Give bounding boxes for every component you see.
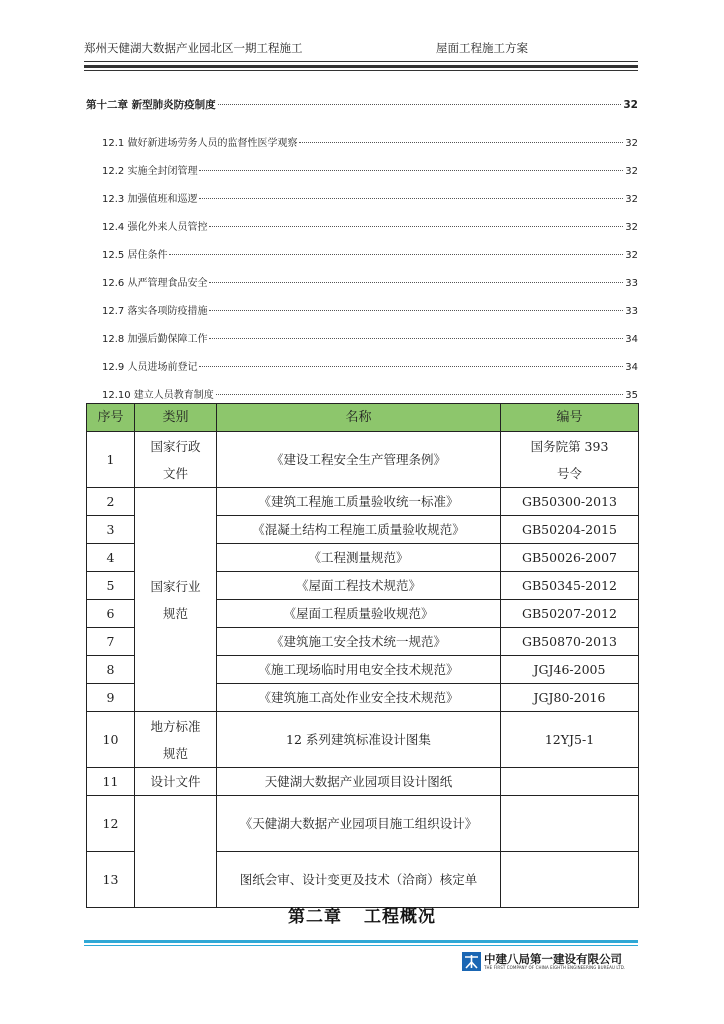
toc-leader-dots [209, 226, 623, 227]
toc-entry[interactable] [102, 246, 638, 261]
cell-category: 国家行业规范 [135, 488, 217, 712]
cell-no: 2 [87, 488, 135, 516]
toc-entry-page: 32 [625, 222, 638, 233]
toc-entry-title: 第十二章 新型肺炎防疫制度 [86, 99, 216, 111]
cell-category: 地方标准规范 [135, 712, 217, 768]
cell-name: 《建筑施工高处作业安全技术规范》 [217, 684, 501, 712]
cell-category-empty [135, 796, 217, 908]
toc-entry-page: 33 [625, 306, 638, 317]
cell-no: 1 [87, 432, 135, 488]
cell-no: 3 [87, 516, 135, 544]
toc-entry-title: 12.7 落实各项防疫措施 [102, 306, 208, 317]
cell-name: 《工程测量规范》 [217, 544, 501, 572]
toc-leader-dots [299, 142, 623, 143]
header-project-title: 郑州天健湖大数据产业园北区一期工程施工 [84, 41, 303, 55]
cell-no: 13 [87, 852, 135, 908]
header-rule [84, 61, 638, 62]
toc-entry[interactable] [102, 358, 638, 373]
toc-entry-title: 12.2 实施全封闭管理 [102, 166, 198, 177]
toc-leader-dots [199, 198, 623, 199]
cell-name: 《建筑施工安全技术统一规范》 [217, 628, 501, 656]
cell-name: 《屋面工程质量验收规范》 [217, 600, 501, 628]
table-header-row [87, 404, 639, 432]
cell-no: 7 [87, 628, 135, 656]
column-header-category: 类别 [135, 404, 217, 432]
cell-category: 国家行政文件 [135, 432, 217, 488]
toc-entry-page: 32 [625, 250, 638, 261]
cell-code: GB50026-2007 [501, 544, 639, 572]
company-name-en: THE FIRST COMPANY OF CHINA EIGHTH ENGINEERING BUREAU LTD. [484, 965, 626, 970]
cell-code: GB50345-2012 [501, 572, 639, 600]
toc-entry-title: 12.5 居住条件 [102, 250, 168, 261]
cell-code [501, 796, 639, 852]
company-name-cn: 中建八局第一建设有限公司 [484, 952, 622, 966]
cell-no: 11 [87, 768, 135, 796]
cell-no: 5 [87, 572, 135, 600]
toc-leader-dots [216, 394, 623, 395]
chapter-heading [0, 902, 724, 927]
toc-leader-dots [209, 310, 623, 311]
table-row [87, 712, 639, 768]
toc-entry-title: 12.4 强化外来人员管控 [102, 222, 208, 233]
cell-code [501, 768, 639, 796]
toc-leader-dots [218, 104, 622, 105]
toc-leader-dots [209, 338, 623, 339]
cell-no: 6 [87, 600, 135, 628]
toc-chapter-entry[interactable] [86, 97, 638, 112]
cell-code: GB50870-2013 [501, 628, 639, 656]
cell-name: 《建筑工程施工质量验收统一标准》 [217, 488, 501, 516]
cell-code: 国务院第 393 号令 [501, 432, 639, 488]
footer-rule-thick [84, 940, 638, 943]
toc-entry-page: 35 [625, 390, 638, 401]
table-row [87, 432, 639, 488]
toc-leader-dots [199, 170, 623, 171]
company-emblem-icon [462, 952, 481, 971]
toc-entry-page: 32 [625, 138, 638, 149]
toc-entry-page: 32 [625, 166, 638, 177]
company-logo [462, 951, 638, 973]
cell-no: 9 [87, 684, 135, 712]
chapter-title: 工程概况 [364, 907, 436, 927]
toc-entry-page: 33 [625, 278, 638, 289]
toc-entry-title: 12.3 加强值班和巡逻 [102, 194, 198, 205]
column-header-no: 序号 [87, 404, 135, 432]
toc-entry[interactable] [102, 302, 638, 317]
cell-no: 4 [87, 544, 135, 572]
cell-name: 图纸会审、设计变更及技术（洽商）核定单 [217, 852, 501, 908]
header-document-title: 屋面工程施工方案 [436, 41, 528, 55]
cell-code: JGJ46-2005 [501, 656, 639, 684]
cell-no: 8 [87, 656, 135, 684]
chapter-number: 第二章 [288, 907, 342, 927]
cell-name: 天健湖大数据产业园项目设计图纸 [217, 768, 501, 796]
toc-entry[interactable] [102, 162, 638, 177]
toc-entry[interactable] [102, 330, 638, 345]
column-header-code: 编号 [501, 404, 639, 432]
cell-code: JGJ80-2016 [501, 684, 639, 712]
cell-name: 12 系列建筑标准设计图集 [217, 712, 501, 768]
toc-entry-title: 12.8 加强后勤保障工作 [102, 334, 208, 345]
toc-entry[interactable] [102, 218, 638, 233]
cell-code: GB50204-2015 [501, 516, 639, 544]
cell-name: 《混凝土结构工程施工质量验收规范》 [217, 516, 501, 544]
cell-category: 设计文件 [135, 768, 217, 796]
cell-code: 12YJ5-1 [501, 712, 639, 768]
toc-entry-page: 34 [625, 362, 638, 373]
toc-leader-dots [209, 282, 623, 283]
cell-name: 《建设工程安全生产管理条例》 [217, 432, 501, 488]
header-rule-thick [84, 65, 638, 68]
standards-table [86, 403, 639, 908]
header-rule-bottom [84, 70, 638, 71]
toc-entry-page: 32 [623, 99, 638, 111]
toc-entry-title: 12.9 人员进场前登记 [102, 362, 198, 373]
cell-code: GB50207-2012 [501, 600, 639, 628]
footer-rule [84, 945, 638, 946]
table-row [87, 768, 639, 796]
toc-entry-page: 34 [625, 334, 638, 345]
cell-code: GB50300-2013 [501, 488, 639, 516]
toc-leader-dots [199, 366, 623, 367]
toc-entry-title: 12.6 从严管理食品安全 [102, 278, 208, 289]
toc-leader-dots [169, 254, 623, 255]
toc-entry[interactable] [102, 386, 638, 401]
cell-no: 10 [87, 712, 135, 768]
toc-entry-page: 32 [625, 194, 638, 205]
cell-name: 《屋面工程技术规范》 [217, 572, 501, 600]
toc-entry[interactable] [102, 190, 638, 205]
table-row [87, 488, 639, 516]
cell-no: 12 [87, 796, 135, 852]
toc-entry[interactable] [102, 134, 638, 149]
toc-entry-title: 12.1 做好新进场劳务人员的监督性医学观察 [102, 138, 298, 149]
toc-entry[interactable] [102, 274, 638, 289]
toc-entry-title: 12.10 建立人员教育制度 [102, 390, 214, 401]
cell-name: 《天健湖大数据产业园项目施工组织设计》 [217, 796, 501, 852]
cell-name: 《施工现场临时用电安全技术规范》 [217, 656, 501, 684]
table-row [87, 796, 639, 852]
cell-code [501, 852, 639, 908]
column-header-name: 名称 [217, 404, 501, 432]
